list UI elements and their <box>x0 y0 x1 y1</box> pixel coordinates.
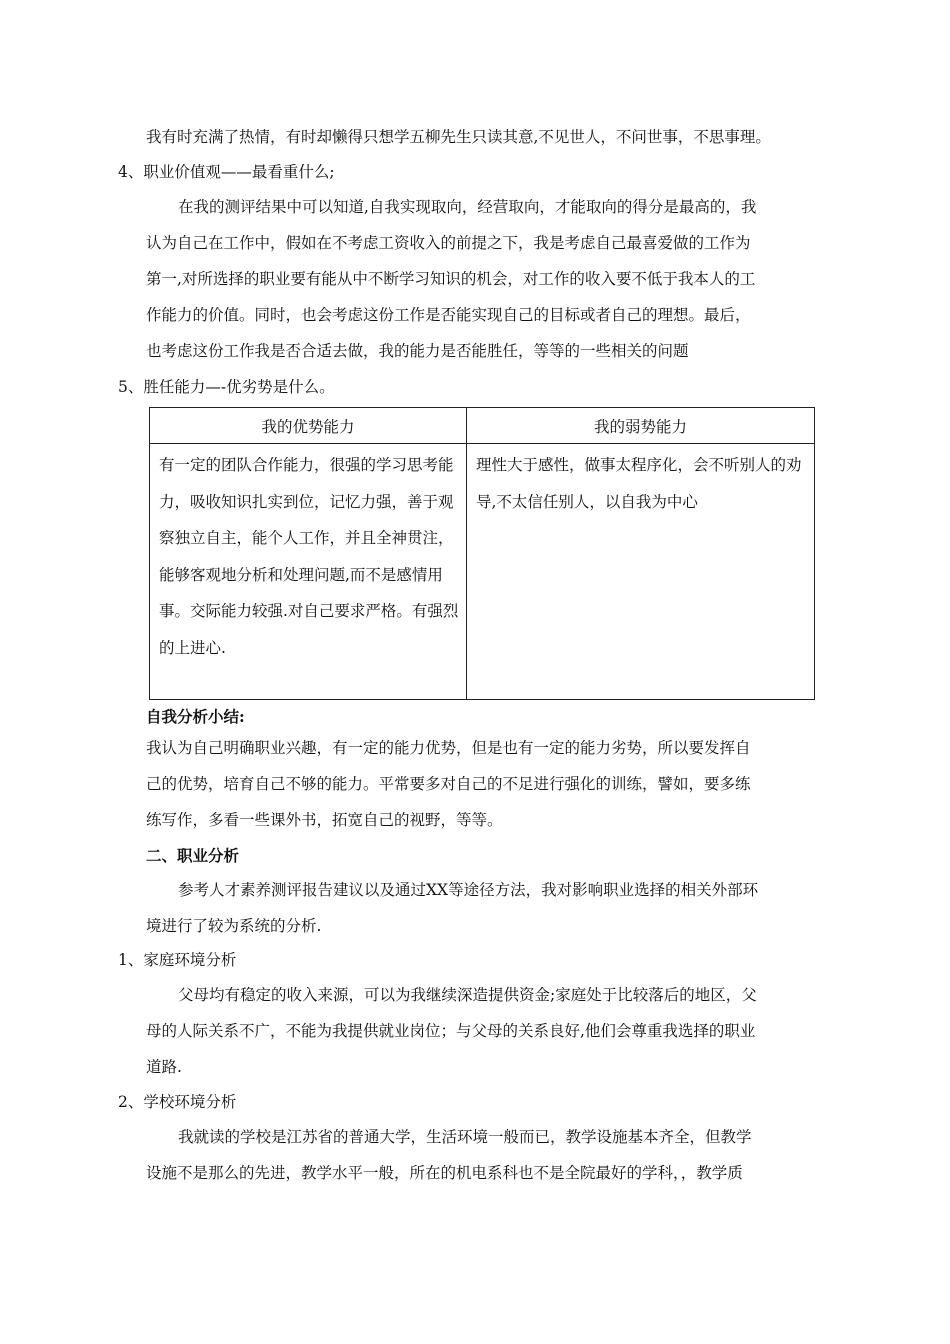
strengths-text: 有一定的团队合作能力，很强的学习思考能力，吸收知识扎实到位，记忆力强，善于观察独立自主，能个人工作，并且全神贯注，能够客观地分析和处理问题,而不是感情用事。交际能力较强.对自己要求严格。有强烈的上进心. <box>159 456 459 657</box>
ability-table-header-row <box>150 408 815 444</box>
part2-line: 境进行了较为系统的分析. <box>146 917 322 935</box>
intro-line: 我有时充满了热情，有时却懒得只想学五柳先生只读其意,不见世人，不问世事，不思事理。 <box>146 128 771 146</box>
family-heading: 1、家庭环境分析 <box>118 951 237 969</box>
part2-heading: 二、职业分析 <box>146 846 240 865</box>
weaknesses-header: 我的弱势能力 <box>467 408 815 444</box>
section4-heading: 4、职业价值观——最看重什么; <box>118 163 335 181</box>
family-line: 父母均有稳定的收入来源，可以为我继续深造提供资金;家庭处于比较落后的地区，父 <box>178 986 757 1004</box>
section4-line: 认为自己在工作中，假如在不考虑工资收入的前提之下，我是考虑自己最喜爱做的工作为 <box>146 234 751 252</box>
summary-line: 己的优势，培育自己不够的能力。平常要多对自己的不足进行强化的训练，譬如，要多练 <box>146 775 751 793</box>
summary-line: 练写作，多看一些课外书，拓宽自己的视野，等等。 <box>146 811 503 829</box>
ability-table <box>149 407 815 700</box>
section5-heading: 5、胜任能力—-优劣势是什么。 <box>118 378 335 396</box>
section4-line: 第一,对所选择的职业要有能从中不断学习知识的机会，对工作的收入要不低于我本人的工 <box>146 270 756 288</box>
part2-line: 参考人才素养测评报告建议以及通过XX等途径方法，我对影响职业选择的相关外部环 <box>178 881 759 899</box>
school-heading: 2、学校环境分析 <box>118 1093 237 1111</box>
strengths-cell <box>150 444 467 700</box>
family-line: 道路. <box>146 1058 182 1076</box>
weaknesses-text: 理性大于感性，做事太程序化，会不听别人的劝导,不太信任别人，以自我为中心 <box>476 456 802 511</box>
summary-heading: 自我分析小结: <box>146 707 245 726</box>
school-line: 设施不是那么的先进，教学水平一般，所在的机电系科也不是全院最好的学科，，教学质 <box>146 1164 743 1182</box>
section4-line: 在我的测评结果中可以知道,自我实现取向，经营取向，才能取向的得分是最高的，我 <box>178 198 757 216</box>
section4-line: 作能力的价值。同时，也会考虑这份工作是否能实现自己的目标或者自己的理想。最后， <box>146 306 751 324</box>
ability-table-body-row <box>150 444 815 700</box>
weaknesses-cell <box>467 444 815 700</box>
school-line: 我就读的学校是江苏省的普通大学，生活环境一般而已，教学设施基本齐全，但教学 <box>178 1128 752 1146</box>
section4-line: 也考虑这份工作我是否合适去做，我的能力是否能胜任，等等的一些相关的问题 <box>146 342 689 360</box>
family-line: 母的人际关系不广，不能为我提供就业岗位；与父母的关系良好,他们会尊重我选择的职业 <box>146 1022 756 1040</box>
summary-line: 我认为自己明确职业兴趣，有一定的能力优势，但是也有一定的能力劣势，所以要发挥自 <box>146 739 751 757</box>
strengths-header: 我的优势能力 <box>150 408 467 444</box>
